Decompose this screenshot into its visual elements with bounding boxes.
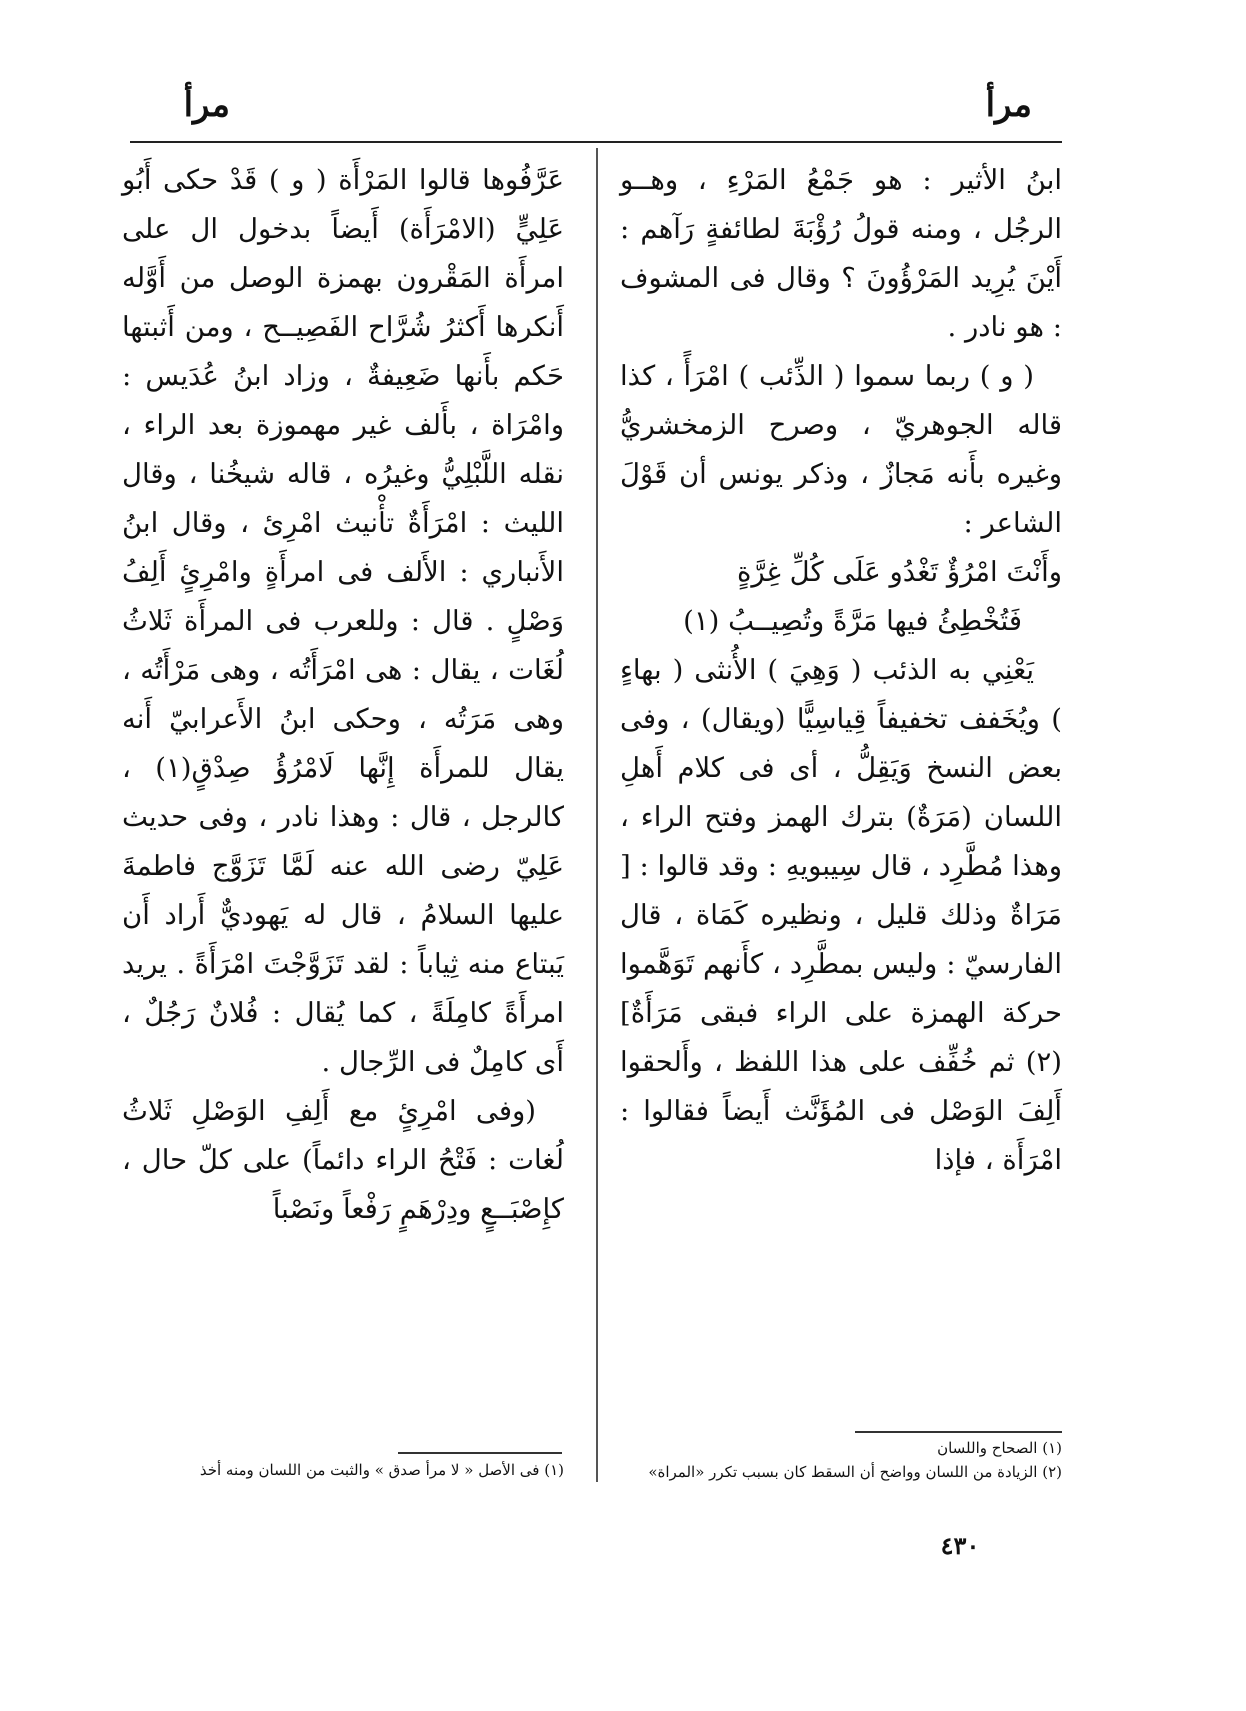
left-text-column — [122, 156, 564, 1411]
column-divider — [596, 148, 598, 1482]
left-paragraph-1: عَرَّفُوها قالوا المَرْأَة ( و ) قَدْ حكى أَبُو عَلِيٍّ (الامْرَأَة) أَيضاً بدخول ال على امرأَة المَقْرون بهمزة الوصل من أَوَّله أَنكرها أَكثرُ شُرَّاح الفَصِيــح ، ومن أَثبتها حَكم بأَنها ضَعِيفةٌ ، وزاد ابنُ عُدَيس : وامْرَاة ، بأَلف غير مهموزة بعد الراء ، نقله اللَّبْلِيُّ وغيرُه ، قاله شيخُنا ، وقال الليث : امْرَأَةٌ تأْنيث امْرِئ ، وقال ابنُ الأَنباري : الأَلف فى امرأَةٍ وامْرِئٍ أَلِفُ وَصْلٍ . قال : وللعرب فى المرأَة ثَلاثُ لُغَات ، يقال : هى امْرَأَتُه ، وهى مَرْأَتُه ، وهى مَرَتُه ، وحكى ابنُ الأَعرابيّ أَنه يقال للمرأَة إِنَّها لَامْرُؤُ صِدْقٍ(١) ، كالرجل ، قال : وهذا نادر ، وفى حديث عَلِيّ رضى الله عنه لَمَّا تَزَوَّج فاطمةَ عليها السلامُ ، قال له يَهوديٌّ أَراد أَن يَبتاع منه ثِياباً : لقد تَزَوَّجْتَ امْرَأَةً . يريد امرأَةً كامِلَةً ، كما يُقال : فُلانٌ رَجُلٌ ، أَى كامِلٌ فى الرِّجال . — [122, 164, 564, 1078]
right-paragraph-2: ( و ) ربما سموا ( الذِّئب ) امْرَأً ، كذا قاله الجوهريّ ، وصرح الزمخشريُّ وغيره بأَنه مَجازٌ ، وذكر يونس أن قَوْلَ الشاعر : — [620, 360, 1062, 539]
right-text-column — [620, 156, 1062, 1421]
left-paragraph-2: (وفى امْرِئٍ مع أَلِفِ الوَصْلِ ثَلاثُ لُغات : فَتْحُ الراء دائماً) على كلّ حال ، كإِصْبَــعٍ ودِرْهَمٍ رَفْعاً ونَصْباً — [122, 1095, 564, 1225]
header-root-word-left: مرأ — [183, 85, 230, 125]
footnote-rule-right — [855, 1431, 1062, 1433]
right-paragraph-1: ابنُ الأثير : هو جَمْعُ المَرْءِ ، وهــو الرجُل ، ومنه قولُ رُؤْبَةَ لطائفةٍ رَآهم : أَيْنَ يُرِيد المَرْؤُونَ ؟ وقال فى المشوف : هو نادر . — [620, 164, 1062, 343]
poetry-verse-line-1: وأَنْتَ امْرُؤٌ تَغْدُو عَلَى كُلِّ غِرَّةٍ — [736, 556, 1062, 588]
footnotes-left — [122, 1458, 564, 1482]
poetry-verse-line-2: فَتُخْطِئُ فيها مَرَّةً وتُصِيــبُ (١) — [683, 605, 1022, 637]
footnote-rule-left — [398, 1452, 562, 1454]
footnote-right-1: (١) الصحاح واللسان — [937, 1439, 1062, 1457]
page-number: ٤٣٠ — [940, 1531, 980, 1560]
footnote-left-1: (١) فى الأصل « لا مرأ صدق » والثبت من اللسان ومنه أخذ — [199, 1461, 564, 1479]
footnote-right-2: (٢) الزيادة من اللسان وواضح أن السقط كان بسبب تكرر «المراة» — [648, 1463, 1062, 1481]
header-rule — [130, 141, 1062, 143]
footnotes-right — [620, 1436, 1062, 1484]
header-root-word-right: مرأ — [985, 85, 1032, 125]
right-paragraph-3: يَعْنِي به الذئب ( وَهِيَ ) الأُنثى ( بهاءٍ ) ويُخَفف تخفيفاً قِياسِيًّا (ويقال) ، وفى بعض النسخ وَيَقِلُّ ، أى فى كلام أَهلِ اللسان (مَرَةٌ) بترك الهمز وفتح الراء ، وهذا مُطَّرِد ، قال سِيبويهِ : وقد قالوا : [ مَرَاةٌ وذلك قليل ، ونظيره كَمَاة ، قال الفارسيّ : وليس بمطَّرِد ، كأَنهم تَوَهَّموا حركة الهمزة على الراء فبقى مَرَأَةٌ] (٢) ثم خُفِّف على هذا اللفظ ، وأَلحقوا أَلِفَ الوَصْل فى المُؤَنَّث أَيضاً فقالوا : امْرَأَة ، فإذا — [620, 654, 1062, 1176]
